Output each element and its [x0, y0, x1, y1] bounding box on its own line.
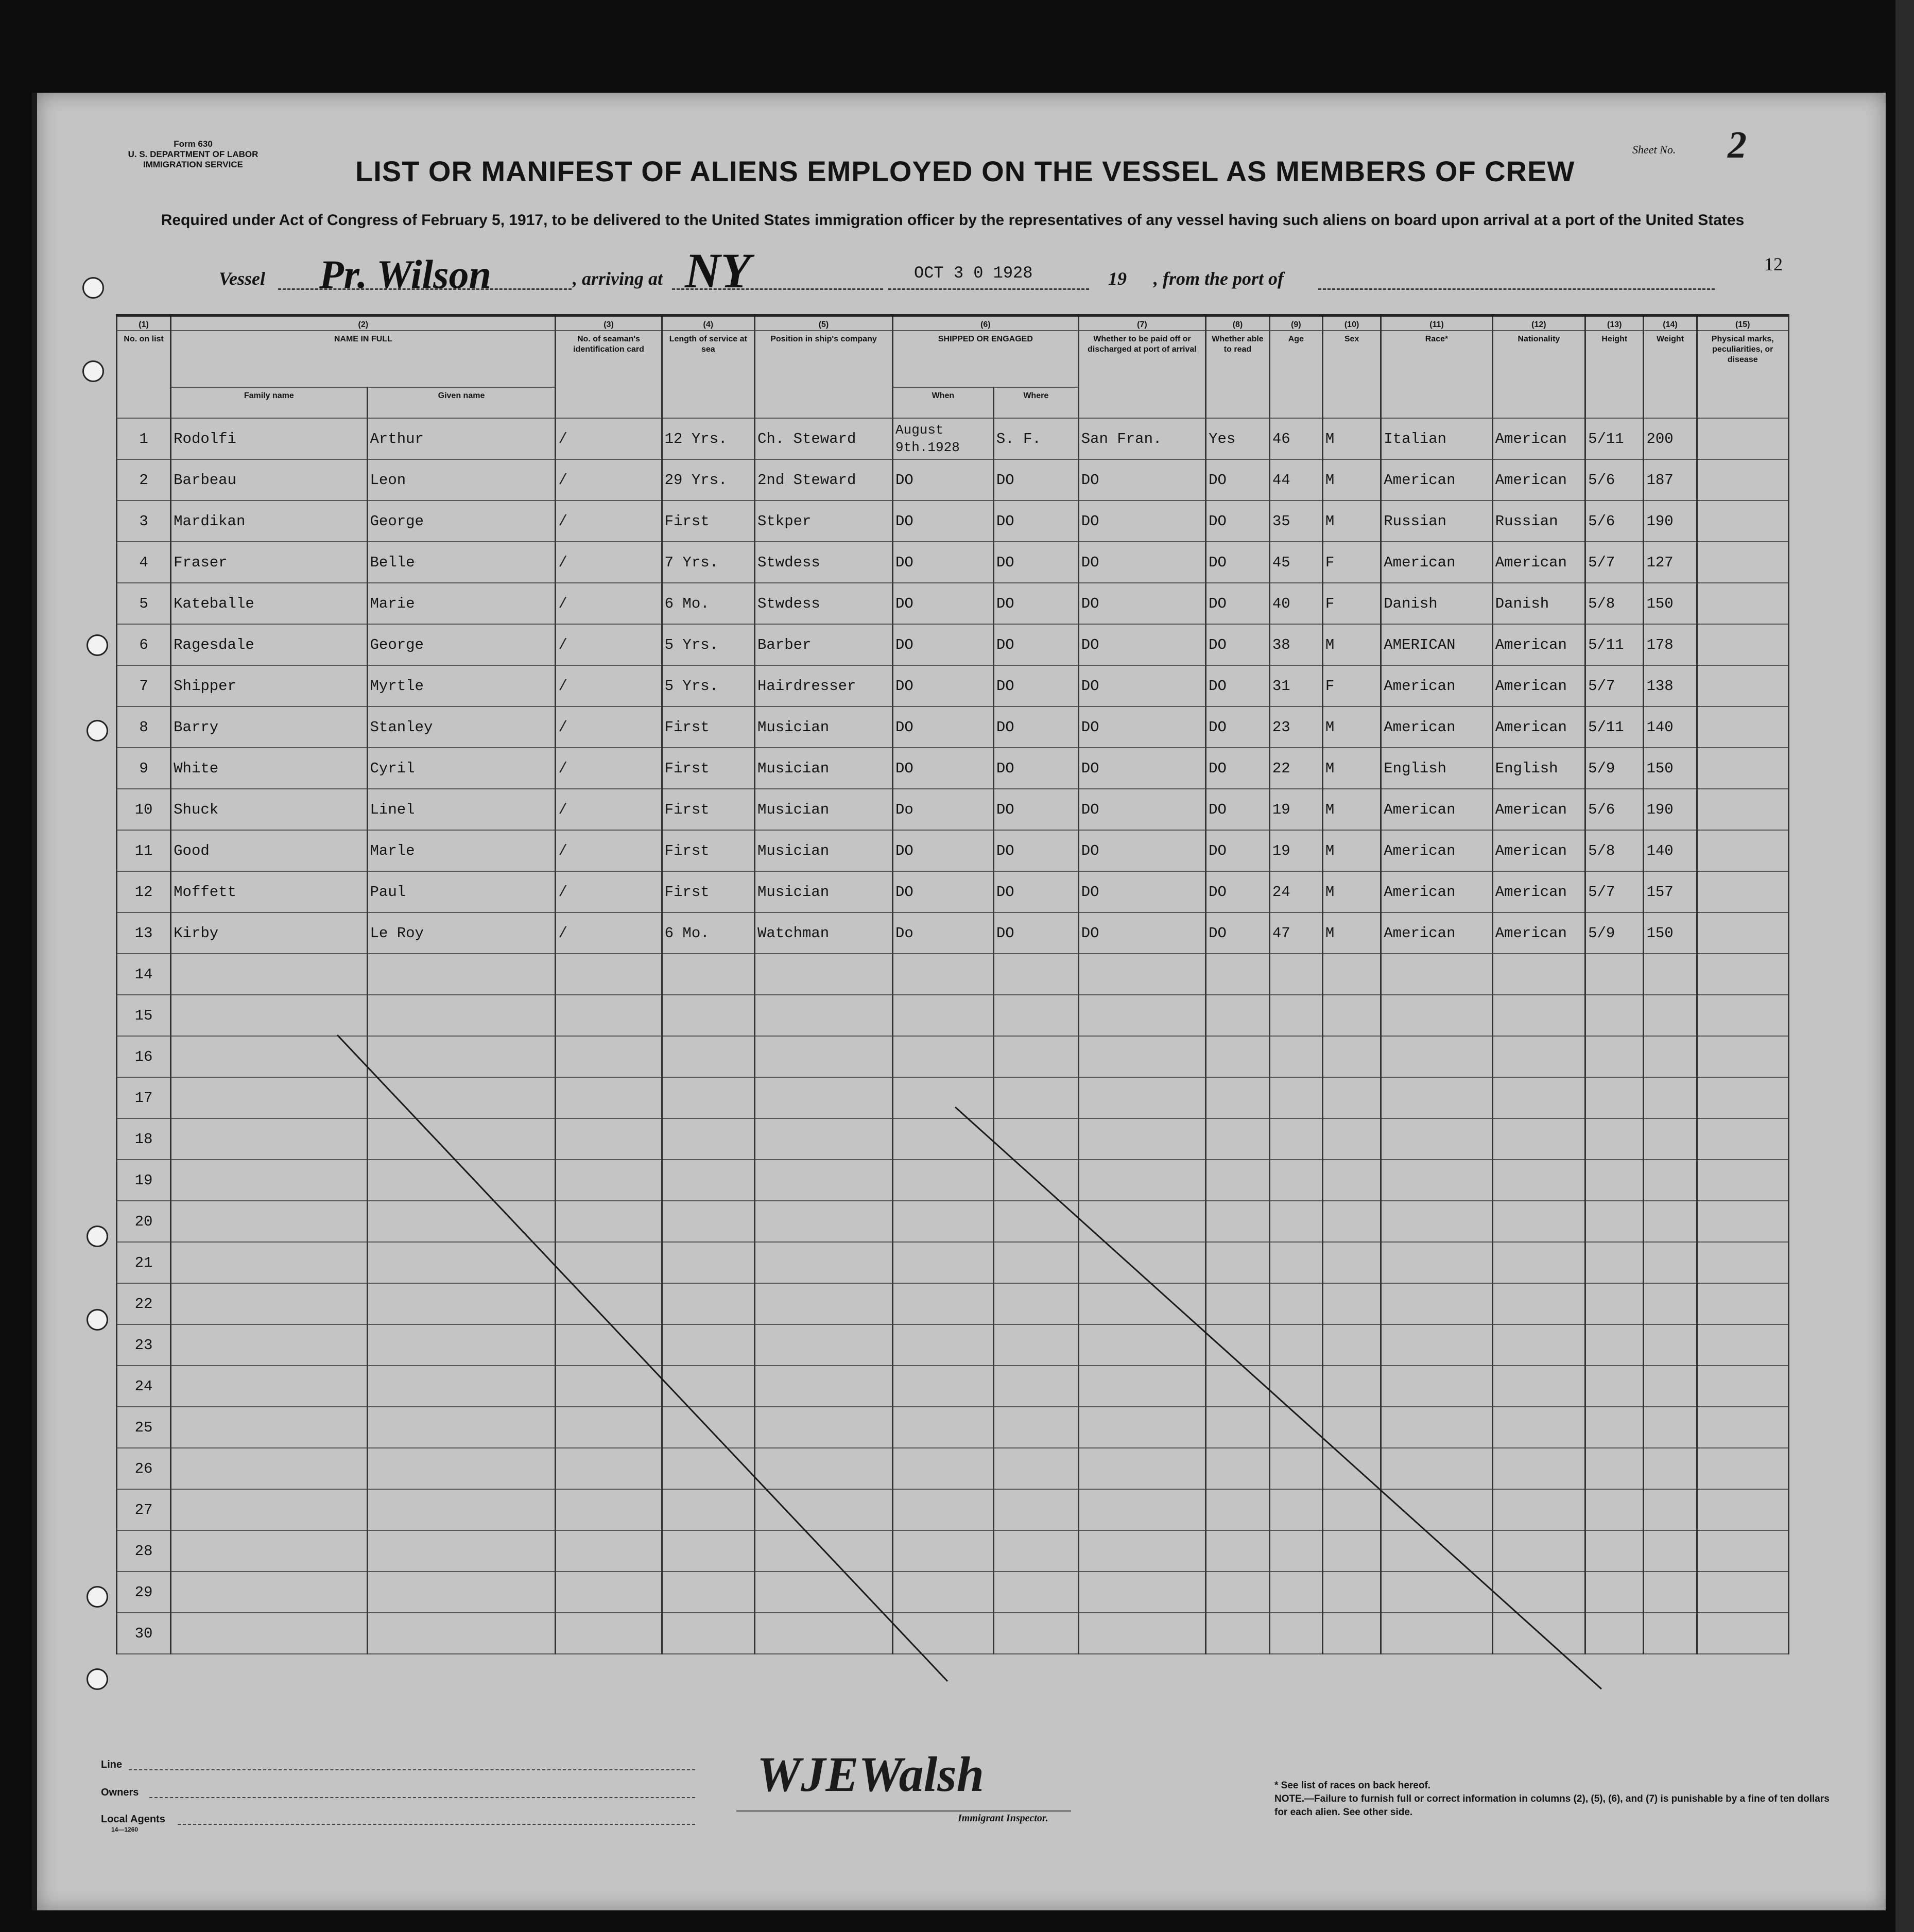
cell-card: /: [556, 748, 662, 789]
cell-read: DO: [1206, 459, 1270, 501]
cell-weight: 190: [1644, 501, 1697, 542]
cell-sex: M: [1322, 624, 1381, 665]
inspector-signature: WJEWalsh: [757, 1747, 985, 1802]
cell-family: Kateballe: [171, 583, 367, 624]
page-title: LIST OR MANIFEST OF ALIENS EMPLOYED ON THE VESSEL AS MEMBERS OF CREW: [355, 155, 1575, 187]
cell-age: 23: [1269, 706, 1322, 748]
cell-read: DO: [1206, 789, 1270, 830]
cell-position: Ch. Steward: [754, 418, 892, 459]
col-num: (10): [1322, 316, 1381, 331]
cell-where: DO: [993, 748, 1078, 789]
cell-given: Stanley: [367, 706, 556, 748]
cell-when: DO: [892, 624, 993, 665]
cell-sex: F: [1322, 583, 1381, 624]
cell-race: American: [1381, 706, 1492, 748]
cell-service: 29 Yrs.: [662, 459, 754, 501]
agents-code: 14—1260: [111, 1826, 139, 1833]
header-position: Position in ship's company: [754, 331, 892, 418]
col-num: (4): [662, 316, 754, 331]
cell-nationality: American: [1492, 830, 1585, 871]
cell-position: Musician: [754, 706, 892, 748]
cell-race: American: [1381, 871, 1492, 912]
arriving-port: NY: [685, 243, 751, 298]
cell-age: 38: [1269, 624, 1322, 665]
cell-read: DO: [1206, 665, 1270, 706]
cell-age: 47: [1269, 912, 1322, 954]
cell-given: George: [367, 624, 556, 665]
cell-weight: 138: [1644, 665, 1697, 706]
cell-given: Myrtle: [367, 665, 556, 706]
fine-note: NOTE.—Failure to furnish full or correct information in columns (2), (5), (6), and (7) is punishable by a fine of ten dollars for each alien. See other side.: [1274, 1793, 1830, 1818]
cell-weight: 190: [1644, 789, 1697, 830]
cell-height: 5/6: [1585, 501, 1644, 542]
cell-age: 22: [1269, 748, 1322, 789]
cell-read: DO: [1206, 912, 1270, 954]
cell-no: 14: [117, 954, 171, 995]
vessel-label: Vessel: [219, 268, 265, 289]
cell-nationality: American: [1492, 871, 1585, 912]
cell-service: First: [662, 871, 754, 912]
header-age: Age: [1269, 331, 1322, 418]
cell-sex: M: [1322, 459, 1381, 501]
cell-sex: M: [1322, 912, 1381, 954]
cell-paid: DO: [1078, 912, 1205, 954]
cell-card: /: [556, 912, 662, 954]
cell-sex: M: [1322, 789, 1381, 830]
cell-weight: 150: [1644, 748, 1697, 789]
cell-age: 31: [1269, 665, 1322, 706]
cell-height: 5/11: [1585, 418, 1644, 459]
cell-weight: 150: [1644, 912, 1697, 954]
from-port-label: , from the port of: [1153, 268, 1284, 289]
cell-no: 19: [117, 1160, 171, 1201]
line-label: Line: [101, 1759, 123, 1770]
cell-given: Belle: [367, 542, 556, 583]
local-agents-label: Local Agents: [101, 1814, 165, 1825]
cell-service: First: [662, 748, 754, 789]
cell-age: 44: [1269, 459, 1322, 501]
header-nationality: Nationality: [1492, 331, 1585, 418]
cell-read: DO: [1206, 542, 1270, 583]
cell-when: DO: [892, 459, 993, 501]
col-num: (9): [1269, 316, 1322, 331]
cell-no: 27: [117, 1489, 171, 1530]
cell-no: 2: [117, 459, 171, 501]
cell-no: 9: [117, 748, 171, 789]
header-shipped-engaged: SHIPPED OR ENGAGED: [892, 331, 1078, 387]
cell-family: Rodolfi: [171, 418, 367, 459]
cell-card: /: [556, 583, 662, 624]
cell-given: Linel: [367, 789, 556, 830]
cell-nationality: American: [1492, 912, 1585, 954]
cell-family: Barbeau: [171, 459, 367, 501]
cell-no: 23: [117, 1324, 171, 1366]
cell-family: Mardikan: [171, 501, 367, 542]
cell-height: 5/11: [1585, 624, 1644, 665]
cell-family: White: [171, 748, 367, 789]
cell-card: /: [556, 459, 662, 501]
cell-nationality: American: [1492, 418, 1585, 459]
cell-when: DO: [892, 501, 993, 542]
cell-service: First: [662, 706, 754, 748]
cell-no: 28: [117, 1530, 171, 1572]
cell-weight: 200: [1644, 418, 1697, 459]
cell-when: DO: [892, 748, 993, 789]
cell-nationality: Russian: [1492, 501, 1585, 542]
cell-age: 19: [1269, 830, 1322, 871]
cell-where: DO: [993, 871, 1078, 912]
cell-no: 10: [117, 789, 171, 830]
sheet-number: 2: [1728, 124, 1747, 166]
cell-weight: 150: [1644, 583, 1697, 624]
cell-no: 22: [117, 1283, 171, 1324]
line-underline: [129, 1769, 695, 1770]
cell-weight: 140: [1644, 830, 1697, 871]
cell-when: DO: [892, 583, 993, 624]
cell-read: DO: [1206, 706, 1270, 748]
cell-no: 17: [117, 1077, 171, 1118]
cell-weight: 178: [1644, 624, 1697, 665]
cell-card: /: [556, 871, 662, 912]
cell-when: DO: [892, 830, 993, 871]
header-physical-marks: Physical marks, peculiarities, or disease: [1697, 331, 1788, 418]
cell-height: 5/7: [1585, 542, 1644, 583]
races-note: * See list of races on back hereof.: [1274, 1780, 1431, 1791]
cell-height: 5/8: [1585, 830, 1644, 871]
cell-service: 6 Mo.: [662, 912, 754, 954]
year-label: 19: [1108, 268, 1127, 289]
cell-paid: San Fran.: [1078, 418, 1205, 459]
cell-when: DO: [892, 706, 993, 748]
cell-position: Musician: [754, 830, 892, 871]
header-family-name: Family name: [171, 387, 367, 418]
cell-paid: DO: [1078, 501, 1205, 542]
cell-position: Stwdess: [754, 583, 892, 624]
cell-height: 5/9: [1585, 748, 1644, 789]
cell-no: 7: [117, 665, 171, 706]
header-length-service: Length of service at sea: [662, 331, 754, 418]
cell-when: August 9th.1928: [892, 418, 993, 459]
cell-position: Musician: [754, 748, 892, 789]
cell-card: /: [556, 501, 662, 542]
cell-weight: 157: [1644, 871, 1697, 912]
cell-no: 24: [117, 1366, 171, 1407]
owners-underline: [149, 1797, 695, 1798]
cell-sex: F: [1322, 665, 1381, 706]
page-subtitle: Required under Act of Congress of February 5, 1917, to be delivered to the United States immigration officer by the representatives of any vessel having such aliens on board upon arrival at a port of the United States: [161, 212, 1745, 229]
cell-no: 3: [117, 501, 171, 542]
cell-sex: M: [1322, 748, 1381, 789]
col-num: (2): [171, 316, 556, 331]
col-num: (1): [117, 316, 171, 331]
cell-position: Stkper: [754, 501, 892, 542]
inspector-label: Immigrant Inspector.: [958, 1813, 1048, 1824]
cell-given: Paul: [367, 871, 556, 912]
cell-sex: M: [1322, 706, 1381, 748]
vessel-name: Pr. Wilson: [319, 252, 491, 297]
cell-read: DO: [1206, 748, 1270, 789]
cell-race: American: [1381, 459, 1492, 501]
cell-nationality: American: [1492, 542, 1585, 583]
cell-position: Stwdess: [754, 542, 892, 583]
cell-family: Shipper: [171, 665, 367, 706]
cell-given: Marle: [367, 830, 556, 871]
header-height: Height: [1585, 331, 1644, 418]
cell-family: Fraser: [171, 542, 367, 583]
cell-paid: DO: [1078, 542, 1205, 583]
cell-paid: DO: [1078, 830, 1205, 871]
cell-where: DO: [993, 542, 1078, 583]
cell-service: First: [662, 789, 754, 830]
cell-height: 5/11: [1585, 706, 1644, 748]
cell-no: 18: [117, 1118, 171, 1160]
cell-when: Do: [892, 912, 993, 954]
agents-underline: [178, 1824, 695, 1825]
cell-height: 5/6: [1585, 459, 1644, 501]
cell-where: DO: [993, 706, 1078, 748]
cell-nationality: American: [1492, 706, 1585, 748]
col-num: (3): [556, 316, 662, 331]
cell-race: Russian: [1381, 501, 1492, 542]
col-num: (7): [1078, 316, 1205, 331]
cell-read: DO: [1206, 583, 1270, 624]
col-num: (8): [1206, 316, 1270, 331]
cell-paid: DO: [1078, 871, 1205, 912]
cell-position: Musician: [754, 789, 892, 830]
cell-service: 6 Mo.: [662, 583, 754, 624]
cell-where: DO: [993, 624, 1078, 665]
cell-card: /: [556, 418, 662, 459]
cell-race: American: [1381, 789, 1492, 830]
cell-where: DO: [993, 583, 1078, 624]
cell-family: Shuck: [171, 789, 367, 830]
cell-sex: M: [1322, 871, 1381, 912]
header-weight: Weight: [1644, 331, 1697, 418]
cell-read: DO: [1206, 624, 1270, 665]
cell-where: DO: [993, 459, 1078, 501]
cell-age: 46: [1269, 418, 1322, 459]
cell-nationality: Danish: [1492, 583, 1585, 624]
header-when: When: [892, 387, 993, 418]
cell-nationality: American: [1492, 459, 1585, 501]
cell-read: DO: [1206, 871, 1270, 912]
header-sex: Sex: [1322, 331, 1381, 418]
cell-position: Musician: [754, 871, 892, 912]
form-number: Form 630 U. S. DEPARTMENT OF LABOR IMMIGRATION SERVICE: [128, 139, 258, 169]
cell-given: Marie: [367, 583, 556, 624]
cell-height: 5/6: [1585, 789, 1644, 830]
cell-paid: DO: [1078, 583, 1205, 624]
cell-paid: DO: [1078, 665, 1205, 706]
cell-read: DO: [1206, 830, 1270, 871]
cell-when: DO: [892, 665, 993, 706]
col-num: (13): [1585, 316, 1644, 331]
cancel-line: [955, 1107, 1601, 1689]
cell-card: /: [556, 830, 662, 871]
cell-where: DO: [993, 830, 1078, 871]
cell-race: Danish: [1381, 583, 1492, 624]
cell-no: 29: [117, 1572, 171, 1613]
cell-paid: DO: [1078, 706, 1205, 748]
date-stamp: OCT 3 0 1928: [914, 264, 1033, 283]
cell-no: 15: [117, 995, 171, 1036]
cell-service: First: [662, 501, 754, 542]
col-num: (11): [1381, 316, 1492, 331]
cell-height: 5/7: [1585, 871, 1644, 912]
signature-line: [736, 1810, 1071, 1812]
cell-sex: M: [1322, 830, 1381, 871]
cell-nationality: American: [1492, 624, 1585, 665]
cell-sex: F: [1322, 542, 1381, 583]
cell-paid: DO: [1078, 459, 1205, 501]
cell-age: 19: [1269, 789, 1322, 830]
cell-nationality: English: [1492, 748, 1585, 789]
header-paid-off: Whether to be paid off or discharged at port of arrival: [1078, 331, 1205, 418]
cell-no: 21: [117, 1242, 171, 1283]
cell-no: 4: [117, 542, 171, 583]
col-num: (15): [1697, 316, 1788, 331]
cell-race: American: [1381, 665, 1492, 706]
cell-no: 20: [117, 1201, 171, 1242]
cell-given: Arthur: [367, 418, 556, 459]
cell-sex: M: [1322, 501, 1381, 542]
cell-weight: 187: [1644, 459, 1697, 501]
cell-service: 5 Yrs.: [662, 665, 754, 706]
cell-age: 45: [1269, 542, 1322, 583]
cell-age: 40: [1269, 583, 1322, 624]
cell-no: 8: [117, 706, 171, 748]
cell-paid: DO: [1078, 748, 1205, 789]
cell-service: 7 Yrs.: [662, 542, 754, 583]
cell-position: Barber: [754, 624, 892, 665]
cell-family: Barry: [171, 706, 367, 748]
cell-given: Le Roy: [367, 912, 556, 954]
cell-card: /: [556, 665, 662, 706]
cancel-line: [337, 1035, 947, 1681]
cell-no: 30: [117, 1613, 171, 1654]
cell-position: 2nd Steward: [754, 459, 892, 501]
sheet-label: Sheet No.: [1632, 143, 1676, 156]
cell-where: DO: [993, 912, 1078, 954]
cell-race: Italian: [1381, 418, 1492, 459]
header-id-card: No. of seaman's identification card: [556, 331, 662, 418]
cell-where: DO: [993, 789, 1078, 830]
cell-read: DO: [1206, 501, 1270, 542]
header-where: Where: [993, 387, 1078, 418]
cell-given: Cyril: [367, 748, 556, 789]
cell-age: 35: [1269, 501, 1322, 542]
cell-card: /: [556, 789, 662, 830]
cell-age: 24: [1269, 871, 1322, 912]
col-num: (5): [754, 316, 892, 331]
cell-given: Leon: [367, 459, 556, 501]
cell-height: 5/9: [1585, 912, 1644, 954]
cell-race: American: [1381, 542, 1492, 583]
cell-nationality: American: [1492, 789, 1585, 830]
cell-where: DO: [993, 501, 1078, 542]
footer-notes: [1274, 1779, 1841, 1819]
cell-when: DO: [892, 542, 993, 583]
cell-position: Hairdresser: [754, 665, 892, 706]
cell-family: Moffett: [171, 871, 367, 912]
arriving-label: , arriving at: [573, 268, 663, 289]
cell-race: American: [1381, 830, 1492, 871]
col-num: (6): [892, 316, 1078, 331]
cell-race: American: [1381, 912, 1492, 954]
cell-sex: M: [1322, 418, 1381, 459]
cell-no: 6: [117, 624, 171, 665]
col-num: (14): [1644, 316, 1697, 331]
cell-no: 12: [117, 871, 171, 912]
cell-where: S. F.: [993, 418, 1078, 459]
cell-read: Yes: [1206, 418, 1270, 459]
header-race: Race*: [1381, 331, 1492, 418]
cell-card: /: [556, 624, 662, 665]
header-name-in-full: NAME IN FULL: [171, 331, 556, 387]
cell-position: Watchman: [754, 912, 892, 954]
cell-no: 11: [117, 830, 171, 871]
cell-no: 16: [117, 1036, 171, 1077]
cell-height: 5/8: [1585, 583, 1644, 624]
cell-no: 13: [117, 912, 171, 954]
cell-service: First: [662, 830, 754, 871]
cell-no: 1: [117, 418, 171, 459]
cell-family: Ragesdale: [171, 624, 367, 665]
cell-paid: DO: [1078, 624, 1205, 665]
cell-weight: 140: [1644, 706, 1697, 748]
cell-nationality: American: [1492, 665, 1585, 706]
cell-family: Good: [171, 830, 367, 871]
cell-paid: DO: [1078, 789, 1205, 830]
header-no-on-list: No. on list: [117, 331, 171, 418]
cell-card: /: [556, 542, 662, 583]
cell-card: /: [556, 706, 662, 748]
cell-service: 5 Yrs.: [662, 624, 754, 665]
cell-race: English: [1381, 748, 1492, 789]
cell-where: DO: [993, 665, 1078, 706]
header-able-read: Whether able to read: [1206, 331, 1270, 418]
cell-when: Do: [892, 789, 993, 830]
corner-number: 12: [1764, 254, 1783, 274]
cell-service: 12 Yrs.: [662, 418, 754, 459]
cell-family: Kirby: [171, 912, 367, 954]
cell-weight: 127: [1644, 542, 1697, 583]
owners-label: Owners: [101, 1787, 139, 1798]
col-num: (12): [1492, 316, 1585, 331]
cell-when: DO: [892, 871, 993, 912]
cell-race: AMERICAN: [1381, 624, 1492, 665]
cell-no: 25: [117, 1407, 171, 1448]
cell-no: 26: [117, 1448, 171, 1489]
header-given-name: Given name: [367, 387, 556, 418]
cell-no: 5: [117, 583, 171, 624]
cell-height: 5/7: [1585, 665, 1644, 706]
cell-given: George: [367, 501, 556, 542]
